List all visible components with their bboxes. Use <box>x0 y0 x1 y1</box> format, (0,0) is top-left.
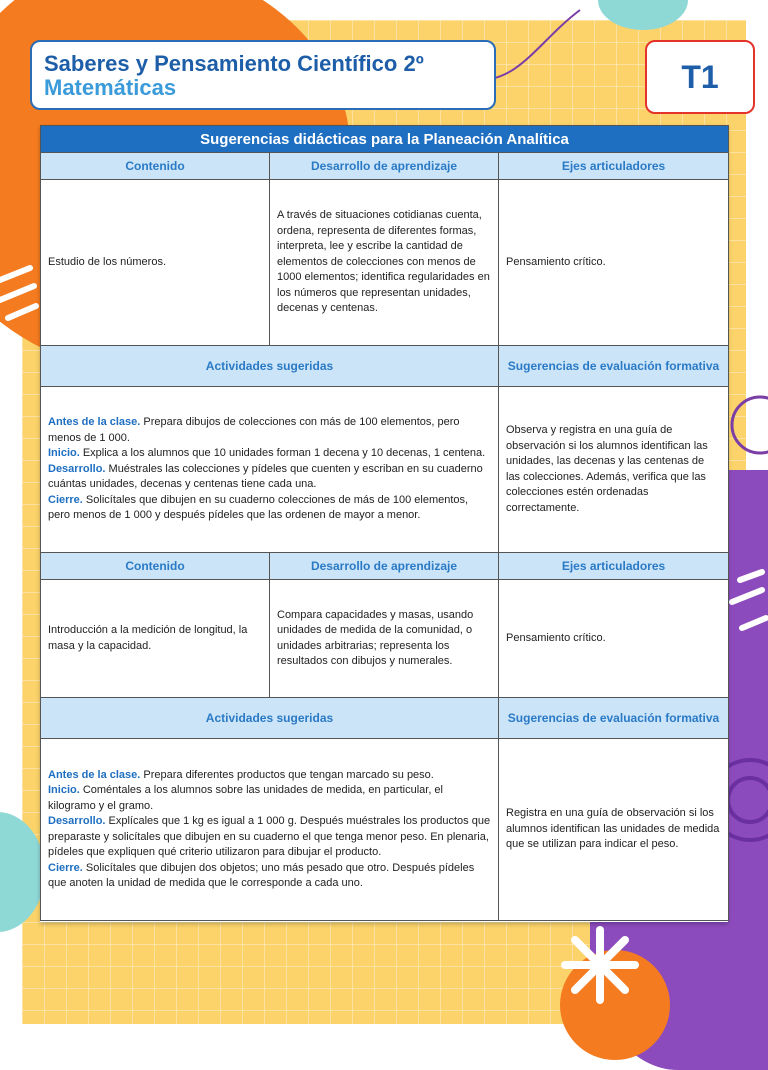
page-subtitle: Matemáticas <box>44 75 177 100</box>
header-contenido: Contenido <box>41 153 270 180</box>
ejes-cell: Pensamiento crítico. <box>499 580 729 698</box>
activity-item: Antes de la clase. Prepara diferentes productos que tengan marcado su peso. <box>48 768 434 781</box>
actividades-cell <box>41 387 499 553</box>
contenido-cell: Estudio de los números. <box>41 180 270 346</box>
activity-item: Cierre. Solicítales que dibujen dos objetos; uno más pesado que otro. Después pídeles que anoten la unidad de medida que le corresponde a cada uno. <box>48 861 475 889</box>
activity-item: Desarrollo. Muéstrales las colecciones y pídeles que cuenten y escriban en su cuaderno cuántas unidades, decenas y centenas tiene cada una. <box>48 462 483 491</box>
table-caption: Sugerencias didácticas para la Planeación Analítica <box>41 126 729 153</box>
activity-item: Cierre. Solicítales que dibujen en su cuaderno colecciones de más de 100 elementos, pero menos de 1 000 y después pídeles que las ordenen de mayor a menor. <box>48 493 469 522</box>
contenido-cell: Introducción a la medición de longitud, la masa y la capacidad. <box>41 580 270 698</box>
ejes-cell: Pensamiento crítico. <box>499 180 729 346</box>
header-evaluacion: Sugerencias de evaluación formativa <box>499 346 729 387</box>
term-tag: T1 <box>645 40 755 114</box>
planning-table <box>40 125 728 922</box>
actividades-cell <box>41 739 499 921</box>
header-desarrollo: Desarrollo de aprendizaje <box>270 153 499 180</box>
header-ejes: Ejes articuladores <box>499 153 729 180</box>
header-actividades: Actividades sugeridas <box>41 346 499 387</box>
evaluacion-cell: Observa y registra en una guía de observación si los alumnos identifican las unidades, las decenas y las centenas de las colecciones. Además, verifica que las colecciones estén ordenadas correctamente. <box>499 387 729 553</box>
activity-item: Inicio. Explica a los alumnos que 10 unidades forman 1 decena y 10 decenas, 1 centena. <box>48 447 486 460</box>
activity-item: Desarrollo. Explícales que 1 kg es igual a 1 000 g. Después muéstrales los productos que preparaste y solicítales que dibujen en su cuaderno el que tenga menor peso. En plenaria, pídeles que expliquen qué criterio utilizaron para dibujar el producto. <box>48 815 491 858</box>
header-contenido: Contenido <box>41 553 270 580</box>
activity-item: Inicio. Coméntales a los alumnos sobre las unidades de medida, en particular, el kilogramo y el gramo. <box>48 784 443 812</box>
page-title: Saberes y Pensamiento Científico 2º <box>44 51 424 76</box>
header-ejes: Ejes articuladores <box>499 553 729 580</box>
desarrollo-cell: Compara capacidades y masas, usando unidades de medida de la comunidad, o unidades arbitrarias; representa los resultados con dibujos y numerales. <box>270 580 499 698</box>
header-evaluacion: Sugerencias de evaluación formativa <box>499 698 729 739</box>
header-actividades: Actividades sugeridas <box>41 698 499 739</box>
header-desarrollo: Desarrollo de aprendizaje <box>270 553 499 580</box>
desarrollo-cell: A través de situaciones cotidianas cuenta, ordena, representa de diferentes formas, interpreta, lee y escribe la cantidad de elementos de colecciones con menos de 1000 elementos; identifica regularidades en los números que representan unidades, decenas y centenas. <box>270 180 499 346</box>
evaluacion-cell: Registra en una guía de observación si los alumnos identifican las unidades de medida que se utilizan para indicar el peso. <box>499 739 729 921</box>
activity-item: Antes de la clase. Prepara dibujos de colecciones con más de 100 elementos, pero menos de 1 000. <box>48 416 460 444</box>
page-title-box <box>30 40 496 110</box>
